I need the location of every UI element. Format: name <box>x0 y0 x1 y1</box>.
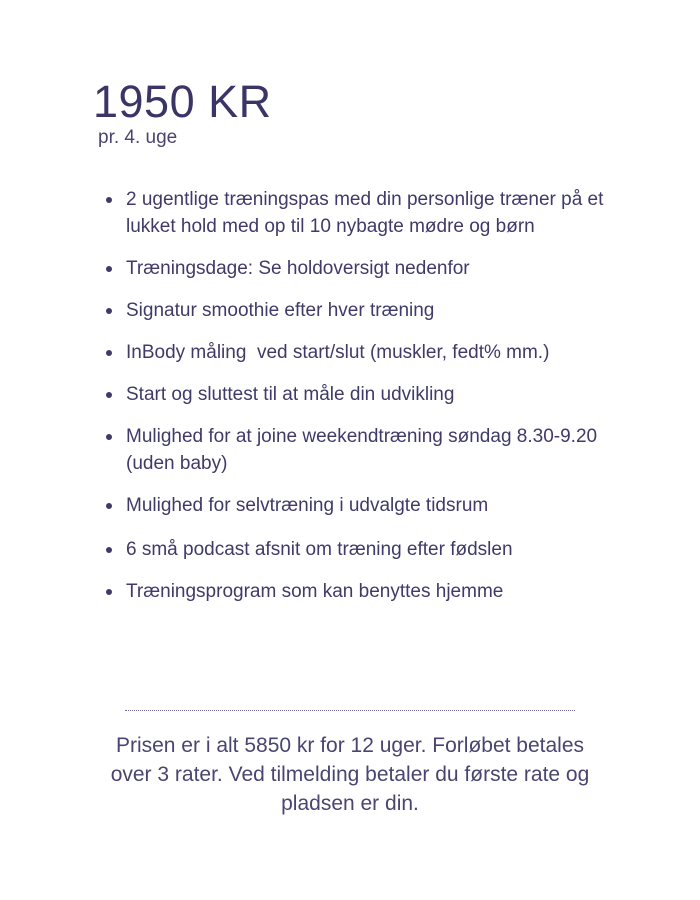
price-heading: 1950 KR <box>93 76 272 127</box>
feature-item: Start og sluttest til at måle din udvikling <box>126 381 612 408</box>
feature-item: Træningsdage: Se holdoversigt nedenfor <box>126 255 612 282</box>
price-period: pr. 4. uge <box>98 127 178 148</box>
feature-item: InBody måling ved start/slut (muskler, fedt% mm.) <box>126 339 612 366</box>
feature-item: 6 små podcast afsnit om træning efter fødslen <box>126 536 612 563</box>
feature-item: 2 ugentlige træningspas med din personlige træner på et lukket hold med op til 10 nybagte mødre og børn <box>126 186 612 240</box>
feature-item: Mulighed for selvtræning i udvalgte tidsrum <box>126 492 612 519</box>
feature-item: Træningsprogram som kan benyttes hjemme <box>126 578 612 605</box>
price-note: Prisen er i alt 5850 kr for 12 uger. Forløbet betales over 3 rater. Ved tilmelding betaler du første rate og pladsen er din. <box>110 734 590 815</box>
section-divider <box>125 710 575 711</box>
feature-item: Mulighed for at joine weekendtræning søndag 8.30-9.20 (uden baby) <box>126 423 612 477</box>
feature-item: Signatur smoothie efter hver træning <box>126 297 612 324</box>
feature-list <box>126 186 612 620</box>
